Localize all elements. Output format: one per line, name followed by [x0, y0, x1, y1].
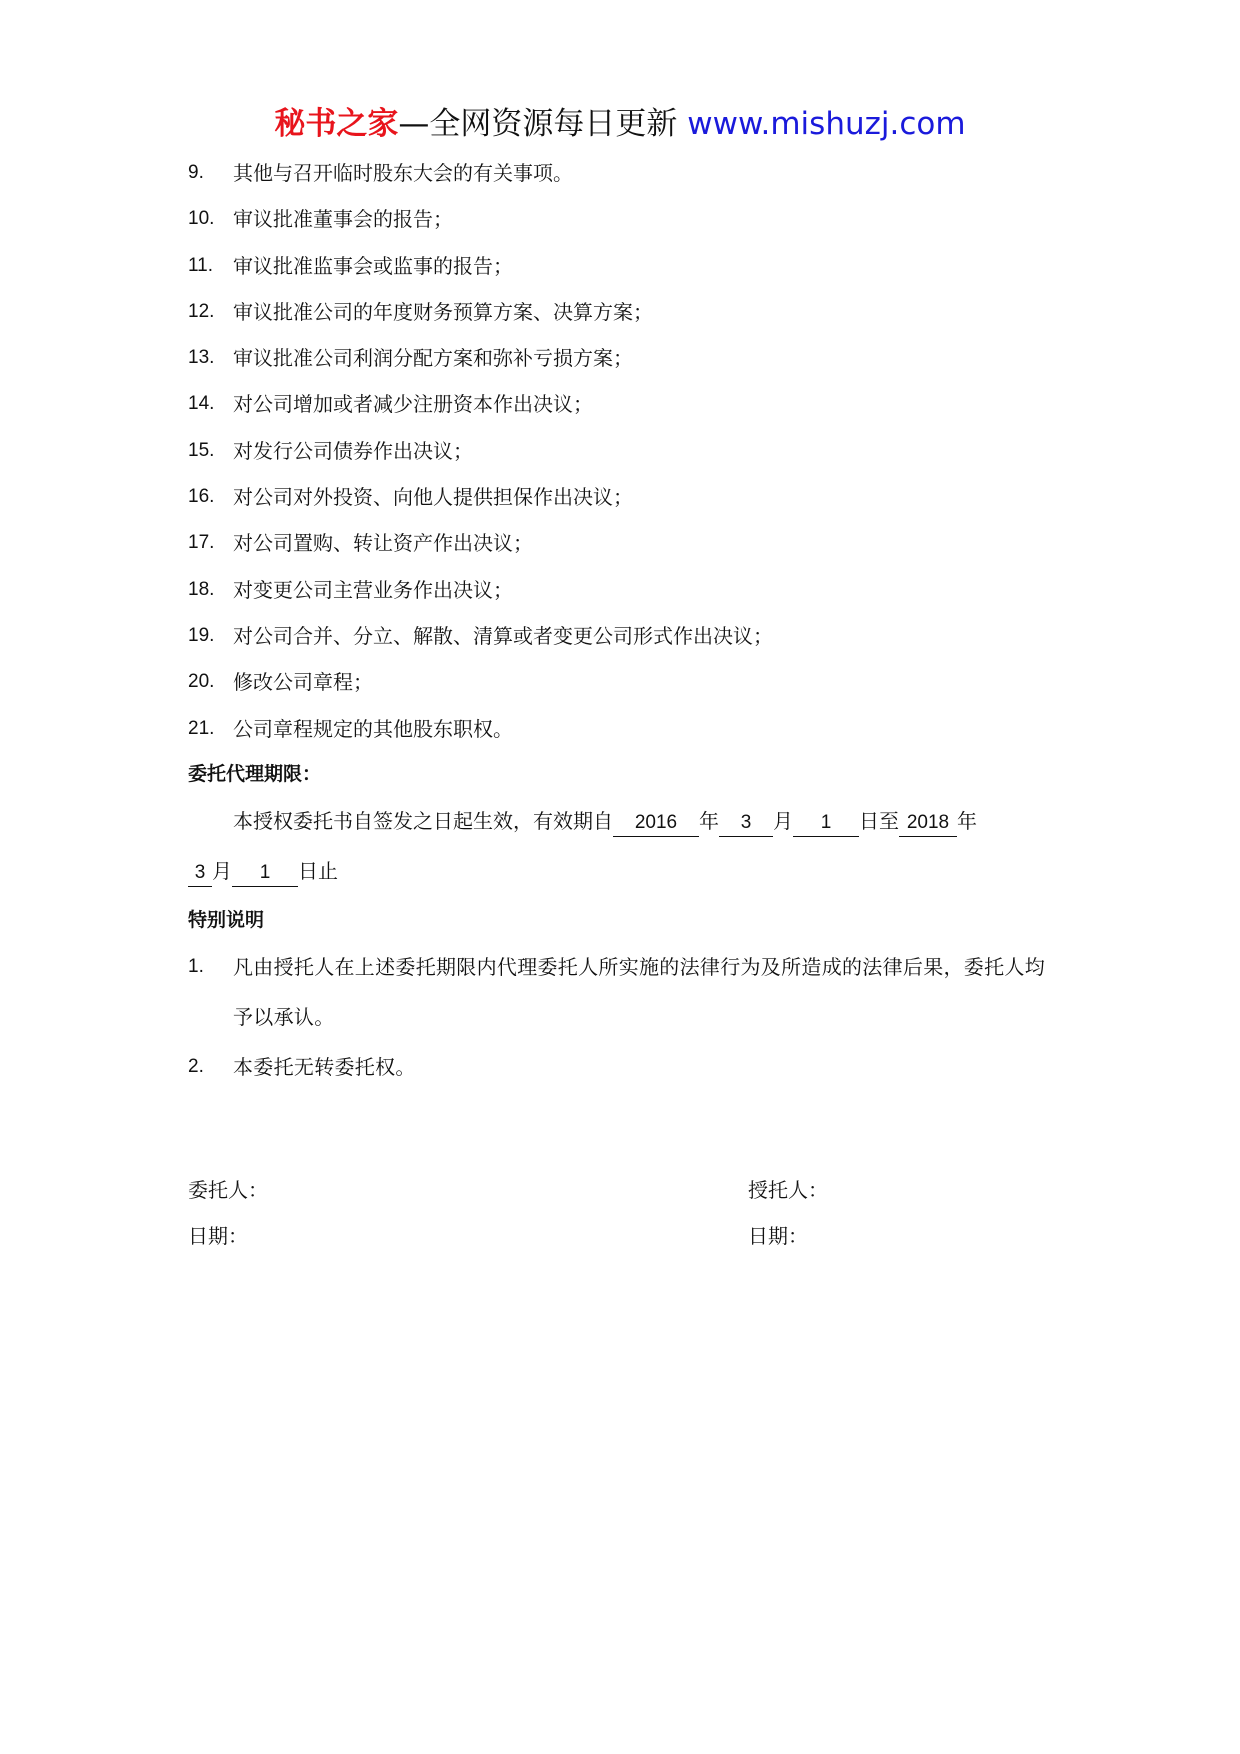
start-month-field: 3: [719, 810, 773, 837]
list-item-text: 审议批准公司的年度财务预算方案、决算方案；: [233, 299, 653, 324]
list-item-text: 对公司置购、转让资产作出决议；: [233, 531, 533, 556]
list-item-number: 12.: [188, 300, 215, 322]
list-item-number: 11.: [188, 254, 214, 276]
end-month-field: 3: [188, 860, 212, 887]
list-item: [188, 474, 1058, 520]
list-item: [188, 706, 1058, 752]
list-item: [188, 428, 1058, 474]
note-item: [188, 1042, 1058, 1092]
principal-date-label: 日期：: [188, 1224, 248, 1248]
list-item-text: 对公司对外投资、向他人提供担保作出决议；: [233, 485, 633, 510]
list-item-text: 审议批准监事会或监事的报告；: [233, 253, 513, 278]
site-url-link[interactable]: www.mishuzj.com: [687, 106, 966, 142]
list-item: [188, 520, 1058, 566]
list-item-number: 10.: [188, 208, 215, 230]
list-item: [188, 381, 1058, 427]
brand-name: 秘书之家: [274, 106, 399, 142]
agent-label: 授托人：: [748, 1178, 828, 1202]
header-dash: —: [398, 106, 430, 142]
document-body: [188, 150, 1058, 1092]
list-item: [188, 613, 1058, 659]
list-item-text: 其他与召开临时股东大会的有关事项。: [233, 161, 573, 185]
note-text: 本委托无转委托权。: [233, 1054, 416, 1079]
list-item-text: 修改公司章程；: [233, 670, 373, 695]
note-text: 凡由授托人在上述委托期限内代理委托人所实施的法律行为及所造成的法律后果，委托人均予以承认。: [233, 954, 1045, 1029]
list-item-number: 16.: [188, 486, 215, 508]
list-item-number: 19.: [188, 624, 215, 646]
list-item-text: 公司章程规定的其他股东职权。: [233, 716, 513, 741]
term-paragraph: [188, 796, 1058, 846]
start-year-field: 2016: [613, 810, 699, 837]
list-item-number: 18.: [188, 578, 215, 600]
end-day-field: 1: [232, 860, 298, 887]
list-item: [188, 243, 1058, 289]
end-month-label: 月: [212, 858, 232, 883]
list-item-number: 14.: [188, 393, 215, 415]
list-item-text: 对发行公司债券作出决议；: [233, 438, 473, 463]
term-paragraph-cont: [188, 846, 1058, 896]
list-item-number: 9.: [188, 162, 204, 183]
notes-section-title: 特别说明: [188, 908, 265, 931]
header-tagline: 全网资源每日更新: [429, 106, 688, 142]
list-item-text: 对变更公司主营业务作出决议；: [233, 577, 513, 602]
list-item-number: 17.: [188, 532, 215, 554]
end-year-label: 年: [957, 808, 977, 833]
note-number: 2.: [188, 1055, 204, 1077]
powers-list: [188, 150, 1058, 752]
list-item: [188, 335, 1058, 381]
list-item: [188, 196, 1058, 242]
list-item-text: 对公司合并、分立、解散、清算或者变更公司形式作出决议；: [233, 623, 773, 648]
note-number: 1.: [188, 955, 204, 977]
start-day-field: 1: [793, 810, 859, 837]
term-prefix: 本授权委托书自签发之日起生效，有效期自: [233, 808, 613, 833]
list-item-number: 20.: [188, 671, 215, 693]
list-item: [188, 289, 1058, 335]
list-item-number: 15.: [188, 439, 215, 461]
end-year-field: 2018: [899, 810, 957, 837]
list-item-text: 审议批准公司利润分配方案和弥补亏损方案；: [233, 346, 633, 371]
list-item: [188, 659, 1058, 705]
year-label: 年: [699, 808, 719, 833]
list-item: [188, 567, 1058, 613]
term-section-title: 委托代理期限：: [188, 762, 322, 785]
agent-date-label: 日期：: [748, 1224, 808, 1248]
note-item: [188, 942, 1058, 1042]
month-label: 月: [773, 808, 793, 833]
principal-label: 委托人：: [188, 1178, 268, 1202]
list-item-text: 对公司增加或者减少注册资本作出决议；: [233, 392, 593, 417]
day-to-label: 日至: [859, 808, 899, 833]
site-header: [0, 100, 1240, 148]
list-item-number: 21.: [188, 717, 215, 739]
list-item-text: 审议批准董事会的报告；: [233, 207, 453, 232]
list-item-number: 13.: [188, 347, 215, 369]
list-item: [188, 150, 1058, 196]
day-end-label: 日止: [298, 858, 338, 883]
